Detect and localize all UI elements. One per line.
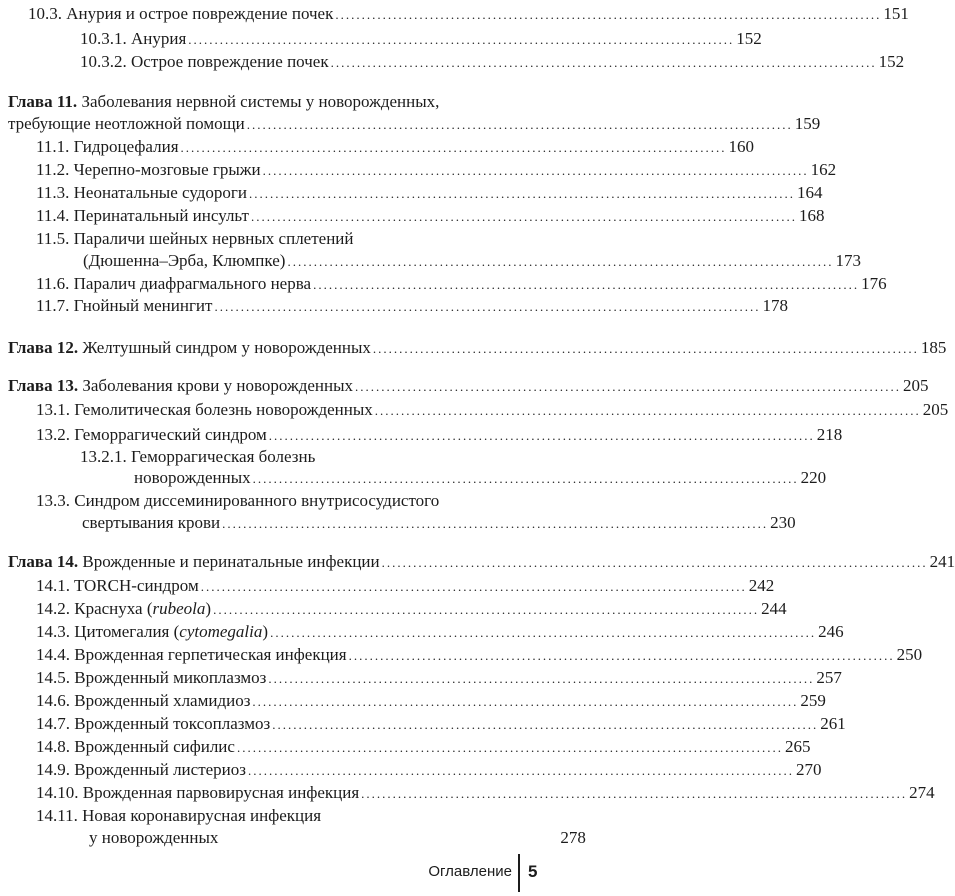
toc-entry-14-11 (89, 828, 586, 848)
toc-entry-10-3 (28, 4, 909, 24)
leader-dots: ........................................................................................................ (287, 254, 834, 269)
toc-entry-10-3-1 (80, 29, 762, 49)
toc-entry-14-4 (36, 645, 923, 665)
toc-page-number: 178 (762, 296, 788, 315)
toc-entry-title-line2: новорожденных (134, 468, 251, 487)
leader-dots: ........................................................................................................ (330, 55, 877, 70)
toc-entry-title-line2: (Дюшенна–Эрба, Клюмпке) (83, 251, 286, 270)
toc-page-number: 241 (929, 552, 955, 571)
toc-entry-title: 10.3. Анурия и острое повреждение почек (28, 4, 334, 23)
chapter-14-entry (8, 552, 955, 572)
toc-entry-title: 14.6. Врожденный хламидиоз (36, 691, 251, 710)
toc-entry-13-1 (36, 400, 949, 420)
toc-page-number: 274 (909, 783, 935, 802)
toc-page-number: 244 (761, 599, 787, 618)
toc-page-number: 230 (770, 513, 796, 532)
toc-entry-11-5 (83, 251, 861, 271)
toc-entry-14-8 (36, 737, 811, 757)
leader-dots: ........................................................................................................ (188, 32, 735, 47)
leader-dots: ........................................................................................................ (272, 717, 819, 732)
leader-dots: ........................................................................................................ (248, 763, 794, 778)
toc-entry-title: 11.7. Гнойный менингит (36, 296, 213, 315)
leader-dots: ........................................................................................................ (268, 671, 815, 686)
toc-page-number: 151 (883, 4, 909, 23)
chapter-title: Желтушный синдром у новорожденных (82, 338, 371, 357)
chapter-title: Врожденные и перинатальные инфекции (82, 552, 380, 571)
toc-entry-11-1 (36, 137, 755, 157)
toc-entry-title: 14.5. Врожденный микоплазмоз (36, 668, 267, 687)
toc-page-number: 250 (896, 645, 923, 664)
chapter-label: Глава 12. (8, 338, 79, 357)
toc-entry-title: 14.9. Врожденный листериоз (36, 760, 246, 779)
toc-entry-title: 14.3. Цитомегалия ( (36, 622, 180, 641)
leader-dots: ........................................................................................................ (374, 403, 921, 418)
chapter-label: Глава 13. (8, 376, 79, 395)
leader-dots: ........................................................................................................ (268, 428, 815, 443)
chapter-12-entry (8, 338, 947, 358)
leader-dots: ........................................................................................................ (214, 299, 761, 314)
toc-entry-11-2 (36, 160, 837, 180)
toc-entry-title-line2: свертывания крови (82, 513, 221, 532)
leader-dots: ........................................................................................................ (222, 516, 769, 531)
toc-entry-11-7 (36, 296, 788, 316)
toc-page-number: 261 (820, 714, 846, 733)
toc-entry-title: 11.6. Паралич диафрагмального нерва (36, 274, 312, 293)
leader-dots: ........................................................................................................ (252, 694, 799, 709)
toc-page-number: 176 (861, 274, 887, 293)
toc-page-number: 242 (748, 576, 775, 595)
latin-term: cytomegalia (179, 622, 263, 641)
toc-entry-title: 10.3.1. Анурия (80, 29, 187, 48)
toc-page-number: 205 (903, 376, 929, 395)
leader-dots: ........................................................................................................ (200, 579, 747, 594)
chapter-11-entry (8, 114, 821, 134)
toc-page-number: 185 (920, 338, 947, 357)
toc-entry-title: 11.4. Перинатальный инсульт (36, 206, 249, 225)
chapter-title-line2: требующие неотложной помощи (8, 114, 245, 133)
toc-entry-title-line2: у новорожденных (89, 828, 219, 847)
leader-dots: ........................................................................................................ (250, 209, 797, 224)
footer-section-label: Оглавление (428, 863, 512, 880)
chapter-13-entry (8, 376, 929, 396)
leader-dots: ........................................................................................................ (180, 140, 727, 155)
toc-page-number: 152 (736, 29, 762, 48)
toc-page-number: 164 (797, 183, 823, 202)
toc-entry-13-2-1-line1: 13.2.1. Геморрагическая болезнь (80, 447, 316, 466)
footer-divider (518, 854, 520, 892)
toc-entry-13-2-1 (134, 468, 827, 488)
leader-dots: ........................................................................................................ (236, 740, 783, 755)
toc-entry-title: 11.2. Черепно-мозговые грыжи (36, 160, 261, 179)
toc-page-number: 270 (796, 760, 822, 779)
toc-page-number: 168 (798, 206, 825, 225)
toc-page-number: 162 (810, 160, 837, 179)
leader-dots: ........................................................................................................ (361, 786, 908, 801)
toc-entry-title: 13.2. Геморрагический синдром (36, 425, 267, 444)
latin-term: rubeola (152, 599, 206, 618)
toc-entry-title: 11.3. Неонатальные судороги (36, 183, 247, 202)
leader-dots: ........................................................................................................ (355, 379, 902, 394)
leader-dots: ........................................................................................................ (249, 186, 795, 201)
leader-dots: ........................................................................................................ (335, 7, 882, 22)
toc-entry-title: 14.7. Врожденный токсоплазмоз (36, 714, 271, 733)
toc-page-number: 159 (794, 114, 821, 133)
leader-dots: ........................................................................................................ (313, 277, 860, 292)
toc-page-number: 152 (878, 52, 905, 71)
chapter-label: Глава 14. (8, 552, 79, 571)
toc-page-number: 218 (816, 425, 843, 444)
toc-entry-title: 14.1. TORCH-синдром (36, 576, 199, 595)
toc-entry-14-5 (36, 668, 842, 688)
toc-entry-13-3 (82, 513, 796, 533)
toc-page-number: 259 (800, 691, 826, 710)
toc-entry-11-3 (36, 183, 823, 203)
leader-dots: ........................................................................................................ (246, 117, 793, 132)
chapter-label: Глава 11. (8, 92, 78, 111)
toc-entry-11-5-line1: 11.5. Параличи шейных нервных сплетений (36, 229, 354, 248)
leader-dots: ........................................................................................................ (213, 602, 760, 617)
toc-entry-title: 13.1. Гемолитическая болезнь новорожденных (36, 400, 373, 419)
toc-entry-10-3-2 (80, 52, 905, 72)
toc-page-number: 205 (922, 400, 949, 419)
toc-page-number: 220 (800, 468, 827, 487)
toc-entry-14-7 (36, 714, 846, 734)
leader-dots: ........................................................................................................ (372, 341, 919, 356)
toc-entry-title: 14.10. Врожденная парвовирусная инфекция (36, 783, 360, 802)
leader-dots: ........................................................................................................ (262, 163, 809, 178)
chapter-11-heading (8, 92, 439, 112)
toc-entry-title: 14.4. Врожденная герпетическая инфекция (36, 645, 347, 664)
toc-entry-14-10 (36, 783, 935, 803)
footer-page-number: 5 (528, 862, 538, 881)
toc-entry-11-6 (36, 274, 887, 294)
toc-entry-11-4 (36, 206, 825, 226)
leader-dots: ........................................................................................................ (381, 555, 928, 570)
toc-page-number: 173 (835, 251, 861, 270)
leader-dots: ........................................................................................................ (270, 625, 817, 640)
chapter-title-line1: Заболевания нервной системы у новорожденных, (81, 92, 440, 111)
leader-dots: ........................................................................................................ (348, 648, 895, 663)
toc-entry-title: 14.8. Врожденный сифилис (36, 737, 235, 756)
toc-entry-title: 11.1. Гидроцефалия (36, 137, 179, 156)
toc-entry-13-3-line1: 13.3. Синдром диссеминированного внутрисосудистого (36, 491, 440, 510)
toc-page-number: 160 (728, 137, 755, 156)
chapter-title: Заболевания крови у новорожденных (82, 376, 354, 395)
toc-page-number: 278 (560, 828, 586, 847)
toc-entry-14-3: 14.3. Цитомегалия (cytomegalia) ........................................................................................................ 246 (36, 622, 844, 641)
toc-entry-title: 14.2. Краснуха ( (36, 599, 153, 618)
toc-entry-14-9 (36, 760, 822, 780)
toc-entry-14-1 (36, 576, 775, 596)
leader-dots: ........................................................................................................ (252, 471, 799, 486)
toc-entry-title: 10.3.2. Острое повреждение почек (80, 52, 329, 71)
toc-entry-14-2: 14.2. Краснуха (rubeola) ........................................................................................................ 244 (36, 599, 787, 618)
toc-entry-14-11-line1: 14.11. Новая коронавирусная инфекция (36, 806, 322, 825)
leader-space (220, 831, 558, 847)
toc-entry-14-6 (36, 691, 826, 711)
toc-page-number: 265 (784, 737, 811, 756)
toc-page-number: 257 (816, 668, 842, 687)
toc-page-number: 246 (818, 622, 844, 641)
toc-entry-13-2 (36, 425, 843, 445)
